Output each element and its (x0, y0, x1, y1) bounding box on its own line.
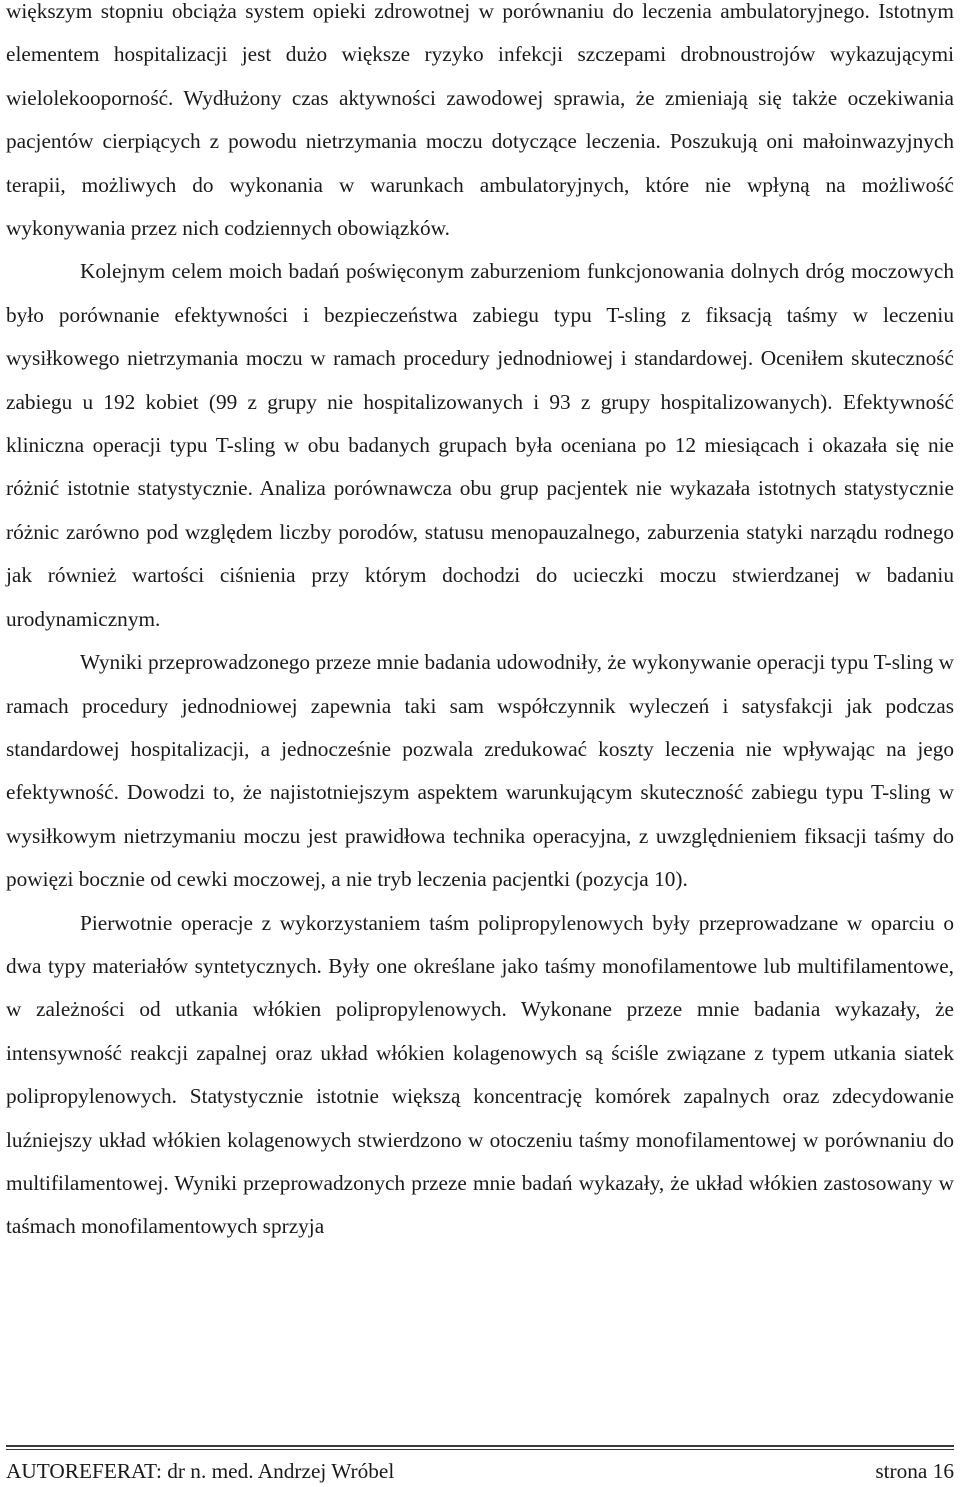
body-text (6, 0, 954, 1249)
footer-page-number: strona 16 (875, 1459, 954, 1483)
footer-divider-thin (6, 1449, 954, 1450)
paragraph-results: Wyniki przeprowadzonego przeze mnie badania udowodniły, że wykonywanie operacji typu T-sling w ramach procedury jednodniowej zapewnia taki sam współczynnik wyleczeń i satysfakcji jak podczas standardowej hospitalizacji, a jednocześnie pozwala zredukować koszty leczenia nie wpływając na jego efektywność. Dowodzi to, że najistotniejszym aspektem warunkującym skuteczność zabiegu typu T-sling w wysiłkowym nietrzymaniu moczu jest prawidłowa technika operacyjna, z uwzględnieniem fiksacji taśmy do powięzi bocznie od cewki moczowej, a nie tryb leczenia pacjentki (pozycja 10). (6, 650, 954, 892)
footer-divider (6, 1445, 954, 1447)
paragraph-second-aim: Kolejnym celem moich badań poświęconym zaburzeniom funkcjonowania dolnych dróg moczowych było porównanie efektywności i bezpieczeństwa zabiegu typu T-sling z fiksacją taśmy w leczeniu wysiłkowego nietrzymania moczu w ramach procedury jednodniowej i standardowej. Oceniłem skuteczność zabiegu u 192 kobiet (99 z grupy nie hospitalizowanych i 93 z grupy hospitalizowanych). Efektywność kliniczna operacji typu T-sling w obu badanych grupach była oceniana po 12 miesiącach i okazała się nie różnić istotnie statystycznie. Analiza porównawcza obu grup pacjentek nie wykazała istotnych statystycznie różnic zarówno pod względem liczby porodów, statusu menopauzalnego, zaburzenia statyki narządu rodnego jak również wartości ciśnienia przy którym dochodzi do ucieczki moczu stwierdzanej w badaniu urodynamicznym. (6, 259, 954, 631)
page-footer (6, 1458, 954, 1484)
paragraph-materials: Pierwotnie operacje z wykorzystaniem taśm polipropylenowych były przeprowadzane w oparciu o dwa typy materiałów syntetycznych. Były one określane jako taśmy monofilamentowe lub multifilamentowe, w zależności od utkania włókien polipropylenowych. Wykonane przeze mnie badania wykazały, że intensywność reakcji zapalnej oraz układ włókien kolagenowych są ściśle związane z typem utkania siatek polipropylenowych. Statystycznie istotnie większą koncentrację komórek zapalnych oraz zdecydowanie luźniejszy układ włókien kolagenowych stwierdzono w otoczeniu taśmy monofilamentowej w porównaniu do multifilamentowej. Wyniki przeprowadzonych przeze mnie badań wykazały, że układ włókien zastosowany w taśmach monofilamentowych sprzyja (6, 910, 954, 1239)
paragraph-continuation: większym stopniu obciąża system opieki zdrowotnej w porównaniu do leczenia ambulatoryjnego. Istotnym elementem hospitalizacji jest dużo większe ryzyko infekcji szczepami drobnoustrojów wykazującymi wielolekooporność. Wydłużony czas aktywności zawodowej sprawia, że zmieniają się także oczekiwania pacjentów cierpiących z powodu nietrzymania moczu dotyczące leczenia. Poszukują oni małoinwazyjnych terapii, możliwych do wykonania w warunkach ambulatoryjnych, które nie wpłyną na możliwość wykonywania przez nich codziennych obowiązków. (6, 0, 954, 241)
footer-author: AUTOREFERAT: dr n. med. Andrzej Wróbel (6, 1459, 395, 1483)
